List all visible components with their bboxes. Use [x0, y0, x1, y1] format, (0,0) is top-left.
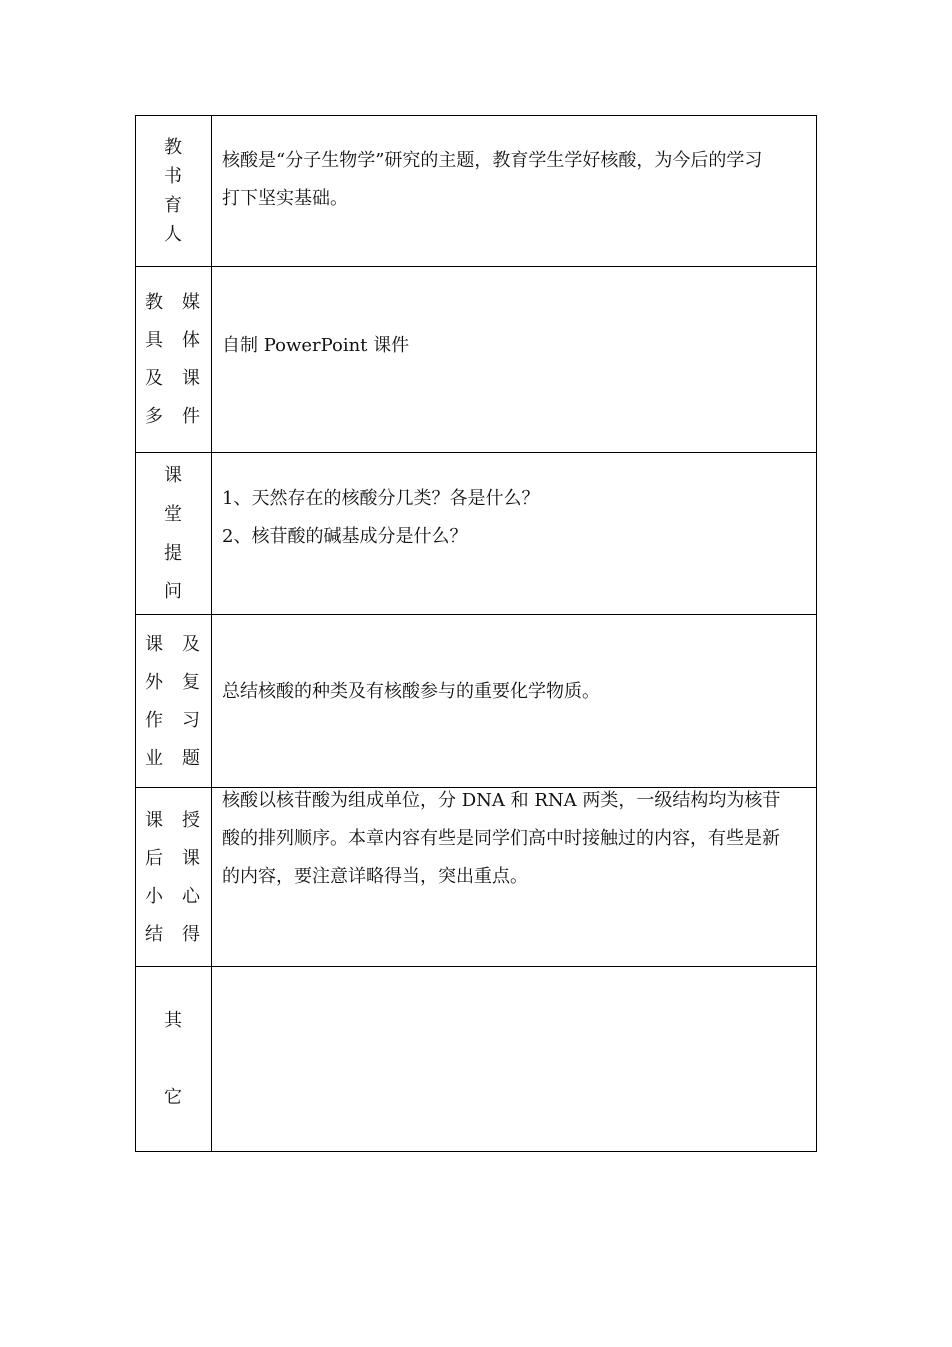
- label-char: 教: [164, 137, 182, 158]
- label-char: 题: [182, 748, 200, 769]
- row-moral-education: [136, 116, 816, 267]
- label-char: 课: [182, 368, 200, 389]
- label-char: 堂: [164, 504, 182, 525]
- label-char: 授: [182, 810, 200, 831]
- row-content: [213, 788, 816, 966]
- row-other: [136, 967, 816, 1151]
- row-label: [136, 453, 212, 614]
- label-char: 书: [164, 166, 182, 187]
- row-class-questions: [136, 453, 816, 615]
- content-line: 2、核苷酸的碱基成分是什么？: [222, 526, 468, 547]
- label-char: 作: [145, 710, 163, 731]
- content-line: 自制 PowerPoint 课件: [222, 335, 410, 356]
- content-line: 1、天然存在的核酸分几类？各是什么？: [222, 488, 540, 509]
- label-char: 外: [145, 672, 163, 693]
- label-char: 课: [145, 634, 163, 655]
- label-char: 习: [182, 710, 200, 731]
- label-char: 育: [164, 195, 182, 216]
- row-content: [213, 453, 816, 614]
- row-content-empty: [213, 967, 816, 1151]
- label-char: 件: [182, 406, 200, 427]
- label-char: 课: [145, 810, 163, 831]
- row-content: [213, 267, 816, 452]
- row-label: [136, 615, 212, 787]
- row-content: [213, 615, 816, 787]
- label-char: 具: [145, 330, 163, 351]
- label-char: 人: [164, 224, 182, 245]
- content-line: 酸的排列顺序。本章内容有些是同学们高中时接触过的内容，有些是新: [222, 828, 780, 849]
- label-char: 课: [182, 848, 200, 869]
- label-char: 体: [182, 330, 200, 351]
- label-char: 课: [164, 465, 182, 486]
- row-homework: [136, 615, 816, 788]
- label-char: 得: [182, 924, 200, 945]
- label-char: 心: [182, 886, 200, 907]
- content-line: 核酸是“分子生物学”研究的主题，教育学生学好核酸，为今后的学习: [222, 150, 763, 171]
- label-char: 后: [145, 848, 163, 869]
- row-content: [213, 116, 816, 266]
- label-char: 及: [145, 368, 163, 389]
- label-char: 及: [182, 634, 200, 655]
- lesson-plan-table: [135, 115, 817, 1152]
- label-char: 复: [182, 672, 200, 693]
- label-char: 提: [164, 543, 182, 564]
- row-label: [136, 967, 212, 1151]
- label-char: 小: [145, 886, 163, 907]
- label-char: 多: [145, 406, 163, 427]
- row-lesson-summary: [136, 788, 816, 967]
- content-line: 的内容，要注意详略得当，突出重点。: [222, 866, 528, 887]
- row-teaching-media: [136, 267, 816, 453]
- content-line: 核酸以核苷酸为组成单位，分 DNA 和 RNA 两类，一级结构均为核苷: [222, 790, 781, 811]
- content-line: 打下坚实基础。: [222, 188, 348, 209]
- label-char: 业: [145, 748, 163, 769]
- label-char: 其: [164, 1010, 182, 1031]
- label-char: 问: [164, 581, 182, 602]
- label-char: 媒: [182, 292, 200, 313]
- row-label: [136, 788, 212, 966]
- label-char: 教: [145, 292, 163, 313]
- row-label: [136, 267, 212, 452]
- content-line: 总结核酸的种类及有核酸参与的重要化学物质。: [222, 681, 600, 702]
- row-label: [136, 116, 212, 266]
- label-char: 它: [164, 1087, 182, 1108]
- label-char: 结: [145, 924, 163, 945]
